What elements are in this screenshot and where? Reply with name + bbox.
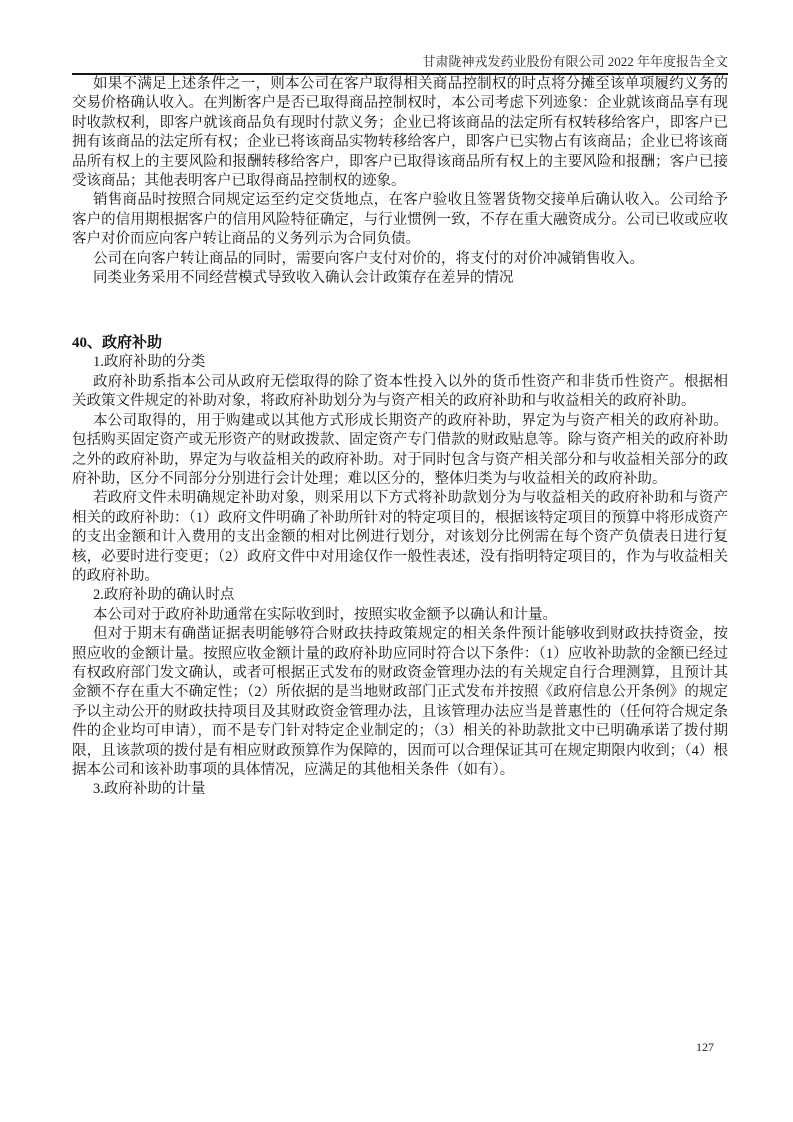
- section-heading-government-grants: 40、政府补助: [72, 335, 163, 352]
- header-title: 甘肃陇神戎发药业股份有限公司 2022 年年度报告全文: [422, 54, 728, 69]
- paragraph-grant-actual-receipt: 本公司对于政府补助通常在实际收到时，按照实收金额予以确认和计量。: [93, 606, 557, 623]
- subsection-title-grant-measurement: 3.政府补助的计量: [93, 781, 206, 798]
- paragraph-revenue-delivery: 销售商品时按照合同规定运至约定交货地点，在客户验收且签署货物交接单后确认收入。公司给予客户的信用期根据客户的信用风险特征确定，与行业惯例一致，不存在重大融资成分。公司已收或应收客户对价而应向客户转让商品的义务列示为合同负债。: [72, 192, 728, 248]
- note-revenue-policy-difference: 同类业务采用不同经营模式导致收入确认会计政策存在差异的情况: [93, 270, 514, 287]
- paragraph-revenue-control-conditions: 如果不满足上述条件之一，则本公司在客户取得相关商品控制权的时点将分摊至该单项履约义务的交易价格确认收入。在判断客户是否已取得商品控制权时，本公司考虑下列迹象：企业就该商品享有现时收款权利，即客户就该商品负有现时付款义务；企业已将该商品的法定所有权转移给客户，即客户已拥有该商品的法定所有权；企业已将该商品实物转移给客户，即客户已实物占有该商品；企业已将该商品所有权上的主要风险和报酬转移给客户，即客户已取得该商品所有权上的主要风险和报酬；客户已接受该商品；其他表明客户已取得商品控制权的迹象。: [72, 76, 728, 190]
- page-number: 127: [696, 1040, 714, 1054]
- paragraph-grant-definition: 政府补助系指本公司从政府无偿取得的除了资本性投入以外的货币性资产和非货币性资产。根据相关政策文件规定的补助对象，将政府补助划分为与资产相关的政府补助和与收益相关的政府补助。: [72, 373, 728, 410]
- paragraph-grant-asset-related: 本公司取得的，用于购建或以其他方式形成长期资产的政府补助，界定为与资产相关的政府补助。包括购买固定资产或无形资产的财政拨款、固定资产专门借款的财政贴息等。除与资产相关的政府补助之外的政府补助，界定为与收益相关的政府补助。对于同时包含与资产相关部分和与收益相关部分的政府补助，区分不同部分分别进行会计处理；难以区分的，整体归类为与收益相关的政府补助。: [72, 412, 728, 487]
- page-header: [72, 0, 728, 69]
- subsection-title-grant-recognition-timing: 2.政府补助的确认时点: [93, 587, 235, 604]
- paragraph-revenue-consideration: 公司在向客户转让商品的同时，需要向客户支付对价的，将支付的对价冲减销售收入。: [93, 250, 644, 267]
- subsection-title-grant-classification: 1.政府补助的分类: [93, 354, 206, 371]
- paragraph-grant-receivable-conditions: 但对于期末有确凿证据表明能够符合财政扶持政策规定的相关条件预计能够收到财政扶持资金，按照应收的金额计量。按照应收金额计量的政府补助应同时符合以下条件：（1）应收补助款的金额已经过有权政府部门发文确认，或者可根据正式发布的财政资金管理办法的有关规定自行合理测算，且预计其金额不存在重大不确定性；（2）所依据的是当地财政部门正式发布并按照《政府信息公开条例》的规定予以主动公开的财政扶持项目及其财政资金管理办法，且该管理办法应当是普惠性的（任何符合规定条件的企业均可申请），而不是专门针对特定企业制定的；（3）相关的补助款批文中已明确承诺了拨付期限，且该款项的拨付是有相应财政预算作为保障的，因而可以合理保证其可在规定期限内收到；（4）根据本公司和该补助事项的具体情况，应满足的其他相关条件（如有）。: [72, 626, 728, 778]
- paragraph-grant-unspecified-object: 若政府文件未明确规定补助对象，则采用以下方式将补助款划分为与收益相关的政府补助和与资产相关的政府补助：（1）政府文件明确了补助所针对的特定项目的，根据该特定项目的预算中将形成资产的支出金额和计入费用的支出金额的相对比例进行划分，对该划分比例需在每个资产负债表日进行复核，必要时进行变更；（2）政府文件中对用途仅作一般性表述，没有指明特定项目的，作为与收益相关的政府补助。: [72, 490, 728, 584]
- page-content: [72, 75, 728, 800]
